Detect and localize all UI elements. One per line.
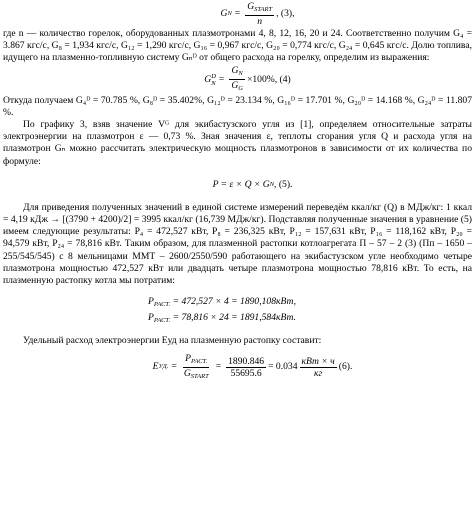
paragraph-4: Для приведения полученных значений в единой системе измерений переведём ккал/кг (Q) в МДж/кг: 1 ккал = 4,19 кДж → [(3790 + 4200)/2] = 3995 ккал/кг (16,739 МДж/кг). Подставляя полученные значения в уравнение (5) имеем следующие результаты: P₄ = 472,527 кВт, P₈ = 236,325 кВт, P₁₂ = 157,631 кВт, P₁₆ = 118,162 кВт, P₂₀ = 94,579 кВт, P₂₄ = 78,816 кВт. Таким образом, для плазменной растопки котлоагрегата П – 57 – 2 (3) (Пп – 1650 – 255/545/545) с 8 мельницами ММТ – 2600/2550/590 работающего на экибастузском угле необходимо четыре плазмотрона мощностью 472,527 кВт или двадцать четыре плазмотрона мощностью 78,816 кВт. То есть, на плазменную растопку котла мы потратим: bbox=[3, 201, 472, 287]
formula-6-den1-sub: START bbox=[190, 372, 209, 380]
formula-4-num: G bbox=[231, 65, 239, 77]
formula-3-lhs: G bbox=[220, 7, 228, 19]
formula-3-num: G bbox=[247, 1, 255, 12]
formula-5-sub: N bbox=[269, 180, 275, 188]
equation-rast-1-rhs: = 472,527 × 4 = 1890,108кВт, bbox=[170, 296, 297, 308]
equation-rast-1 bbox=[3, 295, 472, 311]
formula-5-body: P = ε × Q × G bbox=[212, 178, 270, 190]
paragraph-1: где n — количество горелок, оборудованных плазмотронами 4, 8, 12, 16, 20 и 24. Соответственно получим G₄ = 3.867 кгс/с, G₈ = 1,934 кгс/с, G₁₂ = 1,290 кгс/с, G₁₆ = 0,967 кгс/с, G₂₀ = 0,774 кгс/с, G₂₄ = 0,645 кгс/с. Долю топлива, идущего на плазменно-топливную систему Gₙᴰ от общего расхода на горелку, определим из выражения: bbox=[3, 28, 472, 64]
formula-6-fraction-3 bbox=[300, 356, 337, 379]
formula-6-fraction-2 bbox=[226, 356, 266, 379]
paragraph-5: Удельный расход электроэнергии Eуд на плазменную растопку составит: bbox=[23, 335, 322, 347]
formula-3-tag: , (3), bbox=[276, 7, 295, 19]
formula-4: G D N = $\frac{G_N}{G_G}$ ×100%, (4) bbox=[204, 65, 291, 93]
formula-6: E УД. = $\frac{P_{РАСТ.}}{G_{START}}$ = $\frac{1890.846}{55695.6}$ = 0.034 $\frac{\text{кВт × ч}}{кг}$ (6). bbox=[152, 352, 353, 380]
formula-4-den-sub: G bbox=[238, 85, 243, 93]
formula-6-den1: G bbox=[183, 367, 191, 379]
formula-6-mid: = 0.034 bbox=[268, 361, 298, 373]
formula-6-tail: (6). bbox=[338, 361, 353, 373]
formula-4-lhs-sup: D bbox=[211, 72, 216, 80]
equation-rast-1-sub: РАСТ. bbox=[153, 301, 171, 309]
equation-rast-2-lhs: P bbox=[148, 312, 154, 324]
paragraph-3: По графику 3, взяв значение Vᴳ для экибастузского угля из [1], определяем относительные затраты электроэнергии на плазмотрон ε — 0,73 %. Зная значения ε, теплоты сгорания угля Q и расхода угля на плазмотрон Gₙ можно рассчитать электрическую мощность плазмотронов в зависимости от их количества по формуле: bbox=[3, 119, 472, 167]
formula-4-lhs: G bbox=[204, 73, 212, 85]
formula-4-den: G bbox=[231, 80, 239, 92]
formula-6-lhs-sub: УД. bbox=[158, 363, 169, 371]
paragraph-2: Откуда получаем G₄ᴰ = 70.785 %, G₈ᴰ = 35.402%, G₁₂ᴰ = 23.134 %, G₁₆ᴰ = 17.701 %, G₂₀ᴰ = 14.168 %, G₂₄ᴰ = 11.807 %. bbox=[3, 94, 472, 118]
equation-rast-2-rhs: = 78,816 × 24 = 1891,584кВт. bbox=[170, 312, 296, 324]
formula-3-den: n bbox=[257, 16, 263, 27]
equation-rast-2 bbox=[3, 311, 472, 327]
formula-3-fraction bbox=[245, 1, 274, 27]
formula-3-num-sub: START bbox=[254, 6, 273, 13]
formula-6-num1-sub: РАСТ. bbox=[191, 357, 208, 365]
formula-4-lhs-sub: N bbox=[211, 79, 216, 87]
formula-4-num-sub: N bbox=[238, 70, 243, 78]
formula-5 bbox=[3, 176, 472, 194]
formula-4-fraction bbox=[229, 65, 245, 94]
formula-5-tail: , (5). bbox=[274, 178, 293, 190]
equation-rast-1-lhs: P bbox=[148, 296, 154, 308]
equation-rast-2-sub: РАСТ. bbox=[153, 317, 171, 325]
formula-6-lhs: E bbox=[152, 361, 159, 373]
formula-6-num1: P bbox=[185, 352, 191, 364]
formula-6-num2: 1890.846 bbox=[228, 355, 265, 367]
formula-6-num3: кВт × ч bbox=[301, 355, 335, 367]
formula-3-lhs-sub: N bbox=[227, 9, 232, 17]
formula-3: G N = $\frac{G_{START}}{n}$ , (3), bbox=[220, 1, 295, 27]
formula-6-den3: кг bbox=[314, 367, 323, 379]
formula-6-den2: 55695.6 bbox=[230, 367, 262, 379]
formula-4-tail: ×100%, (4) bbox=[246, 73, 291, 85]
formula-6-fraction-1 bbox=[182, 353, 211, 382]
